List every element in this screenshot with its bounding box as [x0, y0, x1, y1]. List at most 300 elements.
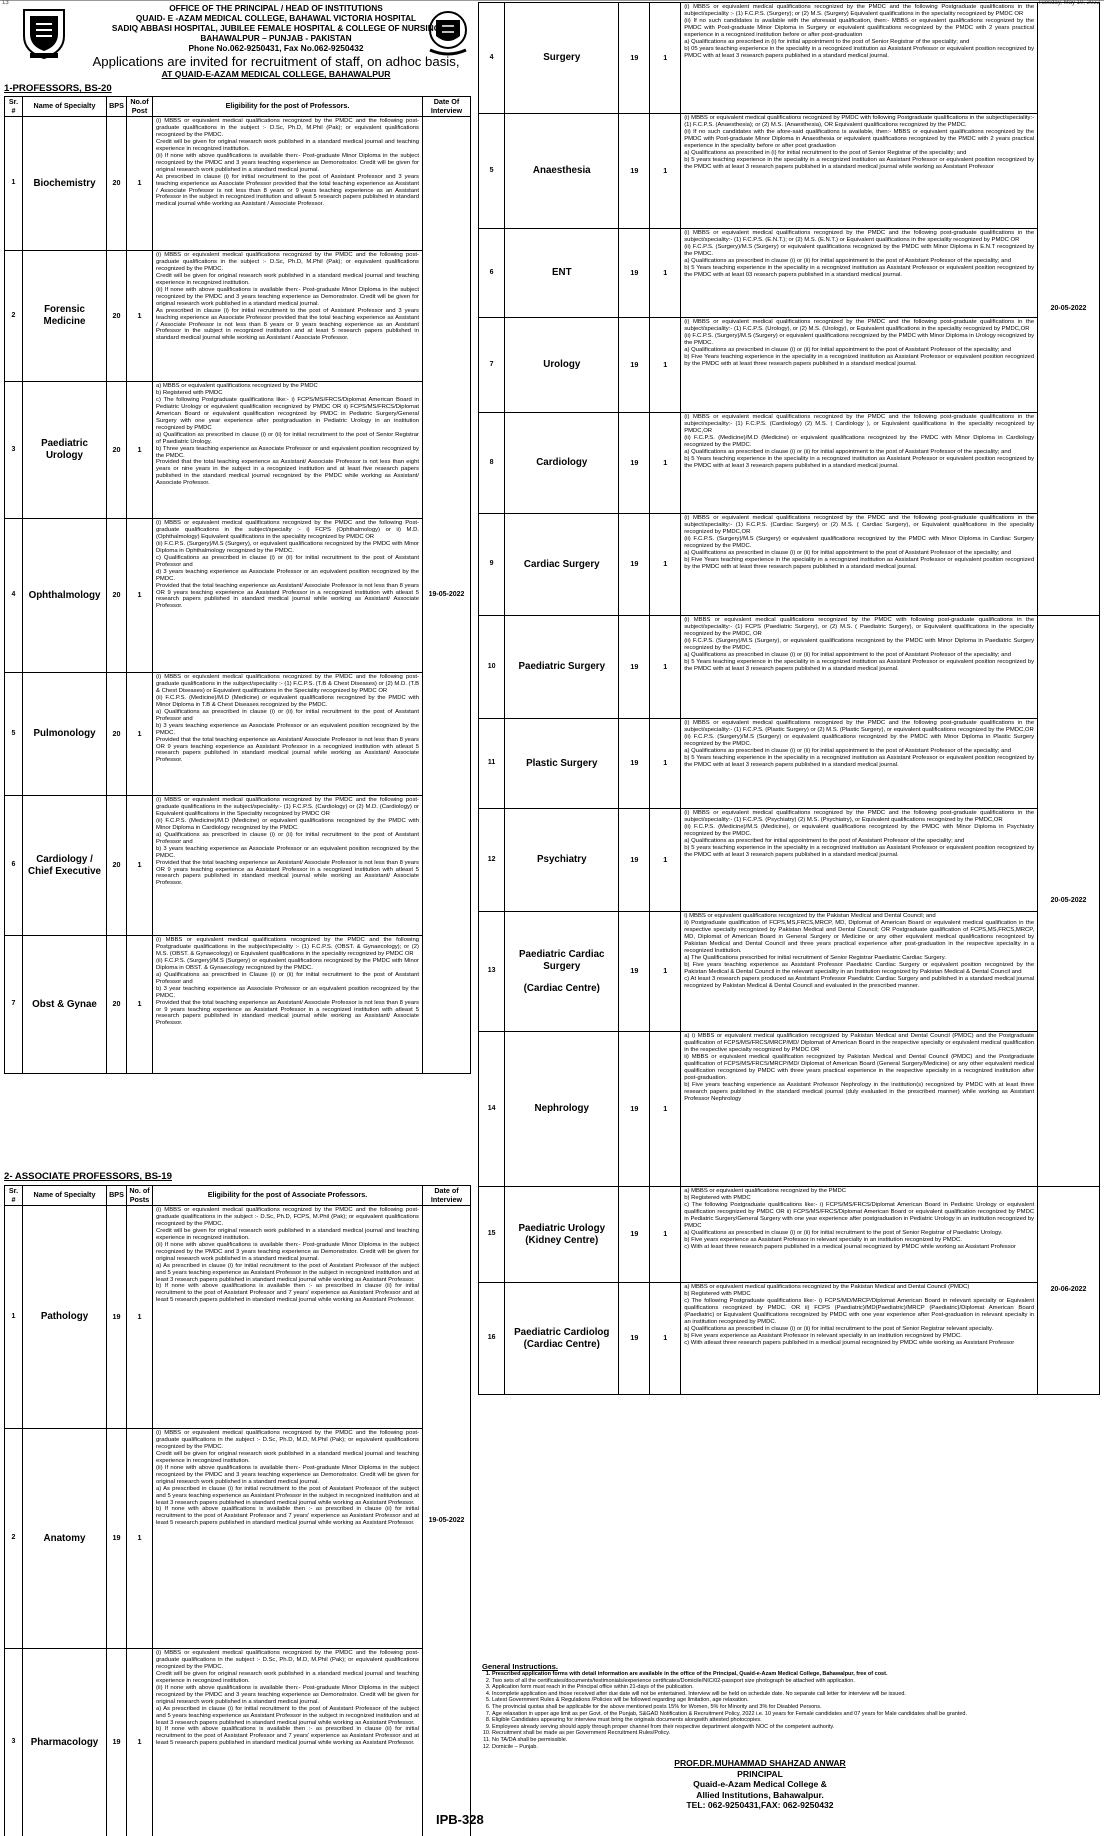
row-specialty — [23, 251, 107, 382]
eligibility-clause: b) 3 years teaching experience as Associate Professor or an equivalent position recognized by the PMDC. — [156, 722, 419, 736]
row-sr: 10 — [479, 616, 505, 719]
row-specialty — [23, 117, 107, 251]
eligibility-clause: Provided that the total teaching experience as Assistant/ Associate Professor is not less than 8 years OR 9 years teaching experience as Assistant Professor in a recognized institution with atleast 5 research papers published in standard medical journal while working as Assistant/ Associate Professor. — [156, 582, 419, 610]
specialty-name: Anaesthesia — [532, 165, 591, 176]
eligibility-clause: a) Qualifications as prescribed in clause (i) or (ii) for initial recruitment to the post of Assistant Professor and — [156, 708, 419, 722]
row-eligibility — [153, 673, 423, 796]
row-sr: 7 — [5, 936, 23, 1074]
row-posts: 1 — [127, 382, 153, 519]
eligibility-clause: c) With at least three research papers published in a medical journal recognized by PMDC while working as Assistant Professor — [684, 1243, 1016, 1250]
eligibility-clause: b) Five years experience as Assistant Professor in relevant specialty in an institution recognized by PMDC. — [684, 1332, 962, 1339]
header-line-2: QUAID- E -AZAM MEDICAL COLLEGE, BAHAWAL VICTORIA HOSPITAL — [135, 13, 417, 23]
eligibility-clause: c) Qualifications as prescribed in clause (i) or (ii) for initial recruitment to the post of Assistant Professor and — [156, 554, 419, 568]
row-sr: 7 — [479, 318, 505, 413]
signatory-inst-1: Quaid-e-Azam Medical College & — [693, 1779, 827, 1789]
row-interview-date: 19-05-2022 — [423, 117, 471, 1074]
eligibility-clause: (ii) If none with above qualifications is available then:- Post-graduate Minor Diploma in the subject recognized by the PMDC and 3 years teaching experience as Demonstrator. Credit will be given for original research work published in a standard medical journal. — [156, 1241, 419, 1262]
eligibility-clause: b) 05 years teaching experience in the speciality in a recognized institution as Assistant Professor or equivalent position recognized by PMDC with at least 3 research papers published in a standard medical journal. — [684, 45, 1035, 59]
row-bps: 19 — [107, 1649, 127, 1836]
signatory-inst-2: Allied Institutions, Bahawalpur. — [696, 1789, 824, 1800]
eligibility-clause: (ii) If none with above qualifications is available then:- Post-graduate Minor Diploma in the subject recognized by the PMDC and 3 years teaching experience as Demonstrator. Credit will be given for original research work published in a standard medical journal. — [156, 1684, 419, 1705]
eligibility-clause: ii) MBBS or equivalent medical qualification recognized by Pakistan Medical and Dental Council (PMDC) and the Postgraduate qualification of FCPS/MS/FRCS/MRCP/MD/ Diplomat of American Board (General Surgery/Medicine) or any other equivalent medical qualification recognized by PMDC with three years practical experience in the respective specialty in a recognized institution after post-graduation. — [684, 1053, 1035, 1081]
row-specialty — [505, 1032, 619, 1187]
header-location: AT QUAID-E-AZAM MEDICAL COLLEGE, BAHAWALPUR — [161, 69, 391, 79]
row-posts: 1 — [127, 251, 153, 382]
row-eligibility — [681, 809, 1038, 912]
header-line-4: BAHAWALPUR – PUNJAB - PAKISTAN — [200, 33, 352, 43]
eligibility-clause: Provided that the total teaching experience as Assistant/ Associate Professor is not less than 8 years OR 9 years teaching experience as Assistant Professor in a recognized institution with atleast 5 research papers published in standard medical journal while working as Assistant/ Associate Professor. — [156, 859, 419, 887]
row-eligibility — [681, 1032, 1038, 1187]
col-bps: BPS — [107, 1186, 127, 1206]
row-bps: 19 — [619, 318, 650, 413]
eligibility-clause: a) As prescribed in clause (i) for initial recruitment to the post of Assistant Professor of the subject and 5 years teaching experience as Assistant Professor in the subject in recognized institution and at least 3 research papers published in standard medical journal while working as Assistant Professor. — [156, 1705, 419, 1726]
row-sr: 4 — [479, 3, 505, 114]
table-row — [5, 1429, 471, 1649]
row-bps: 19 — [619, 719, 650, 809]
eligibility-clause: d) 3 years teaching experience as Associate Professor or an equivalent position recognized by the PMDC. — [156, 568, 419, 582]
section-associate-title: 2- ASSOCIATE PROFESSORS, BS-19 — [4, 1171, 172, 1182]
row-specialty — [23, 1206, 107, 1429]
table-row — [5, 936, 471, 1074]
row-bps: 20 — [107, 673, 127, 796]
table-row — [479, 616, 1100, 719]
associate-table-continued — [478, 2, 1100, 1395]
eligibility-clause: (i) MBBS or equivalent medical qualifications recognized by the PMDC and the following post-graduate qualifications in the subject/speciality:- (1) F.C.P.S. (Cardiology) (2) M.S. ( Cardiology ), or Equivalent qualifications in the speciality recognized by PMDC,OR — [684, 414, 1035, 434]
row-eligibility — [153, 796, 423, 936]
row-specialty — [505, 114, 619, 229]
eligibility-clause: b) 5 years teaching experience in the speciality in a recognized institution as Assistant Professor or equivalent position recognized by the PMDC with at least 3 research papers published in a standard medical journal. — [684, 844, 1035, 858]
row-sr: 2 — [5, 251, 23, 382]
row-eligibility — [681, 114, 1038, 229]
signatory-name: PROF.DR.MUHAMMAD SHAHZAD ANWAR — [674, 1758, 846, 1768]
eligibility-clause: (ii) F.C.P.S. (Surgery)/M.S (Surgery) or equivalent qualifications recognized by the PMDC with Minor Diploma in E.N.T recognized by the PMDC. — [684, 243, 1035, 257]
row-bps: 20 — [107, 936, 127, 1074]
specialty-name: Nephrology — [534, 1103, 589, 1114]
row-eligibility — [681, 616, 1038, 719]
row-eligibility — [153, 1649, 423, 1836]
instruction-item: 10. Recruitment shall be made as per Government Recruitment Rules/Policy. — [492, 1730, 1098, 1737]
table-row — [5, 251, 471, 382]
table-row — [479, 413, 1100, 514]
row-eligibility — [681, 719, 1038, 809]
row-posts: 1 — [127, 796, 153, 936]
eligibility-clause: a) Qualifications as prescribed in clause (i) or (ii) for initial recruitment to the post of Senior Registrar relevant specialty. — [684, 1325, 994, 1332]
instructions-list — [482, 1671, 1098, 1750]
instruction-item: 6. The provincial quotas shall be applicable for the above mentioned posts 15% for Women, 5% for Minority and 3% for Disabled Persons. — [492, 1704, 1098, 1711]
eligibility-clause: a) Qualification as prescribed in clause (i) or (ii) for initial recruitment to the post of Senior Registrar of Paediatric Urology. — [156, 431, 419, 445]
row-bps: 19 — [619, 1187, 650, 1283]
eligibility-clause: a) MBBS or equivalent qualifications recognized by the PMDC — [156, 383, 318, 389]
signatory-title: PRINCIPAL — [737, 1768, 783, 1779]
eligibility-clause: b) Five years teaching experience as Assistant Professor Nephrology in the institution(s) recognized by PMDC with at least three research papers published in the standard medical journal (duly evaluated in the prescribed manner) while working as Assistant Professor Nephrology — [684, 1081, 1035, 1102]
eligibility-clause: c) The following Postgraduate qualifications like:- i) FCPS/MS/FRCS/Diplomat American Board in Pediatric Urology or equivalent qualification recognized by PMDC OR ii) FCPS/MS/FRCS/Diplomat American Board or equivalent qualification recognized by PMDC in Pediatric Surgery/General Surgery with one year experience after postgraduation in Pediatric Urology in an institution recognized by PMDC — [156, 396, 419, 431]
table-row — [5, 1206, 471, 1429]
row-posts: 1 — [650, 229, 681, 318]
row-posts: 1 — [127, 519, 153, 673]
eligibility-clause: (ii) F.C.P.S. (Surgery)/M.S (Surgery) or equivalent qualifications recognized by the PMDC with Minor Diploma in Cardiac Surgery recognized by the PMDC. — [684, 535, 1035, 549]
row-bps: 20 — [107, 796, 127, 936]
row-specialty — [505, 912, 619, 1032]
page-number: 13 — [2, 0, 9, 6]
col-posts: No.of Post — [127, 97, 153, 117]
eligibility-clause: a) Qualifications as prescribed in clause (i) or (ii) for initial appointment to the post of Assistant Professor of the speciality; and — [684, 257, 1011, 264]
eligibility-clause: Provided that the total teaching experience as Assistant/ Associate Professor is not less than eight years or nine years in the subject in a recognized institution and at least five research papers published in the standard medical journal recognized by the PMDC while working as Assistant/ Associate Professor. — [156, 459, 419, 487]
row-sr: 6 — [479, 229, 505, 318]
row-specialty — [505, 719, 619, 809]
instruction-item: 9. Employees already serving should apply through proper channel from their respective department alongwith NOC of the competent authority. — [492, 1724, 1098, 1731]
row-bps: 19 — [619, 514, 650, 616]
row-posts: 1 — [127, 1649, 153, 1836]
eligibility-clause: a) MBBS or equivalent medical qualifications recognized by the Pakistan Medical and Dental Council (PMDC) — [684, 1284, 970, 1290]
section-professors-title: 1-PROFESSORS, BS-20 — [4, 83, 112, 94]
table-row — [479, 3, 1100, 114]
eligibility-clause: (i) MBBS or equivalent medical qualifications recognized by PMDC with following Postgraduate qualifications in the subject/speciality:- (1) F.C.P.S. (Anaesthesia); or (2) M.S. (Anaesthesia), OR Equivalent qualifications recognized by the PMDC. — [684, 115, 1035, 128]
row-interview-date: 20-05-2022 — [1038, 616, 1100, 1187]
row-eligibility — [153, 1206, 423, 1429]
row-eligibility — [681, 229, 1038, 318]
row-eligibility — [153, 117, 423, 251]
eligibility-clause: a) Qualifications as prescribed in clause (i) or (ii) for initial appointment to the post of Assistant Professor of the speciality; and — [684, 651, 1011, 658]
col-eligibility: Eligibility for the post of Associate Professors. — [153, 1186, 423, 1206]
eligibility-clause: a) As prescribed in clause (i) for initial recruitment to the post of Assistant Professor of the subject and 5 years teaching experience as Assistant Professor in the subject in recognized institution and at least 3 research papers published in standard medical journal while working as Assistant Professor. — [156, 1485, 419, 1506]
row-posts: 1 — [650, 1283, 681, 1395]
col-posts: No. of Posts — [127, 1186, 153, 1206]
eligibility-clause: a) Qualifications as prescribed in Clause (i) or (ii) for initial recruitment to the post of Assistant Professor and — [156, 971, 419, 985]
eligibility-clause: (ii) F.C.P.S. (Surgery)/M.S (Surgery) or equivalent qualifications recognized by the PMDC with Minor Diploma in Plastic Surgery recognized by the PMDC. — [684, 733, 1035, 747]
eligibility-clause: b) 5 years teaching experience in the speciality in a recognized institution as Assistant Professor or equivalent position recognized by the PMDC with at least 3 research papers published in a standard medical journal while working as Assistant Professor — [684, 156, 1035, 170]
row-bps: 20 — [107, 251, 127, 382]
row-eligibility — [153, 936, 423, 1074]
row-posts: 1 — [650, 318, 681, 413]
eligibility-clause: b) If none with above qualifications is available then :- as prescribed in clause (ii) for initial recruitment to the post of Assistant Professor and 7 years' experience as Assistant Professor and at least 5 research papers published in standard medical journal while working as Assistant Professor. — [156, 1283, 419, 1304]
eligibility-clause: b) 3 years teaching experience as Associate Professor or an equivalent position recognized by the PMDC. — [156, 845, 419, 859]
eligibility-clause: (ii) F.C.P.S. (Medicine)/M.S (Medicine), or equivalent qualifications recognized by the PMDC with Minor Diploma in Psychiatry recognized by the PMDC. — [684, 823, 1035, 837]
eligibility-clause: a) The Qualifications prescribed for initial recruitment of Senior Registrar Paediatric Cardiac Surgery. — [684, 954, 946, 961]
row-sr: 12 — [479, 809, 505, 912]
eligibility-clause: b) Three years teaching experience as Associate Professor or and equivalent position recognized by the PMDC. — [156, 445, 419, 459]
row-specialty — [505, 229, 619, 318]
eligibility-clause: b) Five Years teaching experience in the speciality in a recognized institution as Assistant Professor or equivalent position recognized by the PMDC with at least three research papers published in a standard medical journal. — [684, 353, 1035, 367]
specialty-name: Paediatric Cardiac Surgery — [519, 948, 605, 972]
eligibility-clause: (i) MBBS or equivalent medical qualifications recognized by the PMDC and the following post-graduate qualifications in the subject/speciality:- (1) F.C.P.S. (Cardiac Surgery) or (2) M.S. ( Cardiac Surgery), or Equivalent qualifications in the speciality recognized by PMDC,OR — [684, 515, 1035, 535]
col-date: Date Of Interview — [423, 97, 471, 117]
table-row — [479, 229, 1100, 318]
eligibility-clause: Credit will be given for original research work published in a standard medical journal and teaching experience in recognized institution. — [156, 1450, 419, 1464]
table-row — [479, 114, 1100, 229]
table-row — [479, 809, 1100, 912]
eligibility-clause: c) The following Postgraduate qualifications like:- i) FCPS/MD/MRCP/Diplomat American Board in relevant specialty or Equivalent qualifications recognized by PMDC. OR ii) FCPS (Paediatric)/MD(Paediatric)/MRCP (Paediatric)/Diplomat American Board (Paediatric) or Equivalent Qualifications recognized by PMDC with one year experience after Post-graduation in relevant specialty in an institution recognized by PMDC. — [684, 1297, 1035, 1325]
row-posts: 1 — [127, 1429, 153, 1649]
row-bps: 19 — [619, 912, 650, 1032]
eligibility-clause: Credit will be given for original research work published in a standard medical journal and teaching experience in recognized institution. — [156, 1227, 419, 1241]
row-interview-date: 20-06-2022 — [1038, 1187, 1100, 1395]
row-posts: 1 — [650, 3, 681, 114]
eligibility-clause: (ii) If no such candidates with the afore-said qualifications is available, then:- MBBS or equivalent qualifications recognized by the PMDC with Post-graduate Minor Diploma in Anaesthesia or equivalent qualifications recognized by the PMDC with 2 years practical experience in the speciality before or after post graduation — [684, 128, 1035, 149]
eligibility-clause: a) As prescribed in clause (i) for initial recruitment to the post of Assistant Professor of the subject and 5 years teaching experience as Assistant Professor in the subject in recognized institution and at least 3 research papers published in standard medical journal while working as Assistant Professor. — [156, 1262, 419, 1283]
eligibility-clause: (i) MBBS or equivalent medical qualifications recognized by the PMDC and the following post-graduate qualifications in the subject/speciality:- (1) F.C.P.S. (Cardiology) or (2) M.D. (Cardiology) or Equivalent qualifications in the Speciality recognized by PMDC OR — [156, 797, 419, 817]
row-posts: 1 — [127, 117, 153, 251]
signatory-tel: TEL: 062-9250431,FAX: 062-9250432 — [686, 1800, 834, 1810]
row-bps: 19 — [619, 114, 650, 229]
row-sr: 6 — [5, 796, 23, 936]
specialty-name: Plastic Surgery — [526, 757, 598, 769]
row-eligibility — [681, 912, 1038, 1032]
header-line-3: SADIQ ABBASI HOSPITAL, JUBILEE FEMALE HOSPITAL & COLLEGE OF NURSING — [111, 23, 441, 33]
eligibility-clause: (ii) F.C.P.S. (Medicine)/M.D (Medicine) or equivalent qualifications recognized by the PMDC with Minor Diploma in Cardiology recognized by the PMDC. — [684, 434, 1035, 448]
specialty-name: Biochemistry — [33, 177, 96, 189]
instruction-item: 3. Application form must reach in the Principal office within 21-days of the publication. — [492, 1684, 1098, 1691]
specialty-name: Pathology — [40, 1311, 89, 1322]
instruction-item: 11. No TA/DA shall be permissible. — [492, 1737, 1098, 1744]
row-interview-date: 19-05-2022 — [423, 1206, 471, 1836]
eligibility-clause: (i) MBBS or equivalent medical qualifications recognized by the PMDC and the following post-graduate qualifications in the subject/speciality:- (1) F.C.P.S. (Plastic Surgery) or (2) M.S. (Plastic Surgery), or equivalent qualifications recognized by the PMDC,OR — [684, 720, 1035, 733]
specialty-name: Paediatric Cardiolog (Cardiac Centre) — [514, 1326, 610, 1350]
eligibility-clause: b) 5 Years teaching experience in the speciality in a recognized institution as Assistant Professor or equivalent position recognized by the PMDC with at least 3 research papers published in a standard medical journal. — [684, 754, 1035, 768]
associate-table — [4, 1185, 471, 1836]
row-specialty — [23, 1649, 107, 1836]
row-specialty — [23, 1429, 107, 1649]
row-specialty — [23, 936, 107, 1074]
row-bps: 19 — [619, 809, 650, 912]
eligibility-clause: b) Registered with PMDC — [684, 1290, 751, 1297]
instruction-item: 8. Eligible Candidates appearing for interview must bring the originals documents alongwith attested photocopies. — [492, 1717, 1098, 1724]
specialty-name: ENT — [551, 267, 572, 278]
eligibility-clause: a) Qualifications as prescribed in clause (i) or (ii) for initial appointment to the post of Assistant Professor of the speciality; and — [684, 549, 1011, 556]
col-eligibility: Eligibility for the post of Professors. — [153, 97, 423, 117]
row-posts: 1 — [650, 809, 681, 912]
row-posts: 1 — [650, 114, 681, 229]
row-posts: 1 — [127, 1206, 153, 1429]
row-eligibility — [681, 318, 1038, 413]
eligibility-clause: b) Five years experience as Assistant Professor in relevant specialty in an institution recognized by PMDC. — [684, 1236, 962, 1243]
row-sr: 3 — [5, 382, 23, 519]
eligibility-clause: As prescribed in clause (i) for initial recruitment to the post of Assistant Professor and 3 years teaching experience as Associate Professor provided that the total teaching experience as Assistant / Associate Professor is not less than 8 years or 9 years teaching experience as an Assistant Professor in the subject in recognized institution and atleast 5 research papers published in standard medical journal while working as Assistant / Associate Professor. — [156, 173, 419, 208]
row-eligibility — [153, 251, 423, 382]
eligibility-clause: (i) MBBS or equivalent medical qualifications recognized by the PMDC and the following Postgraduate qualifications in the subject/speciality :- (1) F.C.P.S. (OBST. & Gynaecology); or (2) M.S. (OBST. & Gynaecology) or Equivalent qualifications in the speciality recognized by PMDC OR — [156, 937, 419, 957]
row-sr: 2 — [5, 1429, 23, 1649]
specialty-name: Paediatric Surgery — [518, 661, 606, 672]
eligibility-clause: (ii) If none with above qualifications is available then:- Post-graduate Minor Diploma in the subject recognized by the PMDC and 3 years teaching experience as Demonstrator. Credit will be given for original research work published in a standard medical journal. — [156, 1464, 419, 1485]
eligibility-clause: a) Qualifications as prescribed in clause (i) or (ii) for initial appointment to the post of Assistant Professor of the speciality; and — [684, 747, 1011, 754]
eligibility-clause: Credit will be given for original research work published in a standard medical journal and teaching experience in recognized institution. — [156, 138, 419, 152]
eligibility-clause: (ii) F.C.P.S. (Surgery)/M.S (Surgery) or equivalent qualifications recognized by the PMDC with Minor Diploma in OBST. & Gynaecology recognized by the PMDC. — [156, 957, 419, 971]
row-specialty — [23, 382, 107, 519]
ipb-number: IPB-328 — [436, 1812, 484, 1827]
instruction-item: 1. Prescribed application forms with detail information are available in the office of the Principal, Quaid-e-Azam Medical College, Bahawalpur, free of cost. — [492, 1671, 1098, 1678]
row-eligibility — [153, 1429, 423, 1649]
row-sr: 3 — [5, 1649, 23, 1836]
instruction-item: 5. Latest Government Rules & Regulations /Policies will be followed regarding age limitation, age relaxation. — [492, 1697, 1098, 1704]
row-sr: 11 — [479, 719, 505, 809]
eligibility-clause: (i) MBBS or equivalent medical qualifications recognized by the PMDC and the following post-graduate qualifications in the subject/speciality:- (1) F.C.P.S. (Psychiatry) (2) M.S. (Psychiatry), or Equivalent qualifications recognized by the PMDC,OR — [684, 810, 1035, 823]
specialty-name: Pulmonology — [33, 728, 96, 739]
row-posts: 1 — [650, 912, 681, 1032]
row-specialty — [505, 3, 619, 114]
row-specialty — [23, 796, 107, 936]
eligibility-clause: b) If none with above qualifications is available then :- as prescribed in clause (ii) for initial recruitment to the post of Assistant Professor and 7 years' experience as Assistant Professor and at least 5 research papers published in standard medical journal while working as Assistant Professor. — [156, 1726, 419, 1747]
row-eligibility — [153, 382, 423, 519]
row-specialty — [505, 1283, 619, 1395]
instruction-item: 2. Two sets of all the certificates/documents/testimonials/experience certificates/Domicile/NIC/02-passport size photograph be attached with application. — [492, 1678, 1098, 1685]
eligibility-clause: c) The following Postgraduate qualifications like:- i) FCPS/MS/FRCS/Diplomat American Board in Pediatric Urology or equivalent qualification recognized by PMDC OR ii) FCPS/MS/FRCS/Diplomat American Board or equivalent qualification recognized by PMDC in Pediatric Surgery/General Surgery with one year experience after postgraduation in Pediatric Urology in an institution recognized by PMDC — [684, 1201, 1035, 1229]
table-row — [5, 796, 471, 936]
eligibility-clause: (i) MBBS or equivalent medical qualifications recognized by the PMDC and the following post-graduate qualifications in the subject :- D.Sc, Ph.D, M.Phil (Pak); or equivalent qualifications recognized by the PMDC. — [156, 252, 419, 272]
professors-table — [4, 96, 471, 1074]
eligibility-clause: a) i) MBBS or equivalent medical qualification recognized by Pakistan Medical and Dental Council (PMDC) and the Postgraduate qualification of FCPS/MS/FRCS/MRCP/MD/ Diplomat of American Board in the respective specialty or equivalent medical qualification in the respective specialty recognized by PMDC OR — [684, 1033, 1035, 1053]
eligibility-clause: (ii) If none with above qualifications is available then:- Post-graduate Minor Diploma in the subject recognized by the PMDC and 3 years teaching experience as Demonstrator. Credit will be given for original research work published in a standard medical journal. — [156, 286, 419, 307]
row-sr: 5 — [479, 114, 505, 229]
eligibility-clause: (ii) F.C.P.S. (Medicine)/M.D (Medicine) or equivalent qualifications recognized by the PMDC with Minor Diploma in T.B & Chest Diseases recognized by the PMDC. — [156, 694, 419, 708]
eligibility-clause: b) 5 Years teaching experience in the speciality in a recognized institution as Assistant Professor or equivalent position recognized by the PMDC with at least 3 research papers published in a standard medical journal. — [684, 455, 1035, 469]
row-sr: 14 — [479, 1032, 505, 1187]
row-specialty — [505, 413, 619, 514]
eligibility-clause: b) Registered with PMDC — [156, 389, 223, 396]
instruction-item: 4. Incomplete application and those received after due date will not be entertained. Interview will be held on schedule date. No separate call letter for interview will be issued. — [492, 1691, 1098, 1698]
header-line-1: OFFICE OF THE PRINCIPAL / HEAD OF INSTITUTIONS — [169, 3, 383, 13]
row-bps: 19 — [619, 1283, 650, 1395]
table-row — [5, 519, 471, 673]
col-name: Name of Specialty — [23, 97, 107, 117]
table-row — [479, 912, 1100, 1032]
row-specialty — [505, 514, 619, 616]
specialty-name: Surgery — [543, 52, 581, 63]
eligibility-clause: b) 5 Years teaching experience in the speciality in a recognized institution as Assistant Professor or equivalent position recognized by the PMDC with at least 03 research papers published in a standard medical journal. — [684, 264, 1035, 278]
row-eligibility — [681, 1187, 1038, 1283]
table-row — [479, 1032, 1100, 1187]
row-sr: 13 — [479, 912, 505, 1032]
specialty-name: Anatomy — [43, 1532, 86, 1544]
eligibility-clause: (ii) F.C.P.S. (Medicine)/M.D (Medicine) or equivalent qualifications recognized by the PMDC with Minor Diploma in Cardiology recognized by the PMDC. — [156, 817, 419, 831]
table-row — [479, 719, 1100, 809]
table-row — [5, 673, 471, 796]
eligibility-clause: (ii) F.C.P.S. (Surgery)/M.S (Surgery), or equivalent qualifications recognized by the PMDC with Minor Diploma in Paediatric Surgery recognized by the PMDC. — [684, 637, 1035, 651]
instruction-item: 7. Age relaxation in upper age limit as per Govt. of the Punjab, S&GAD Notification & Recruitment Policy, 2022 i.e. 10 years for Female candidates and 07 years for Male candidates shall be granted. — [492, 1711, 1098, 1718]
table-row — [479, 514, 1100, 616]
specialty-name: Psychiatry — [536, 854, 587, 865]
table-row — [5, 382, 471, 519]
eligibility-clause: b) Five Years teaching experience in the speciality in a recognized institution as Assistant Professor or equivalent position recognized by the PMDC with at least three research papers published in a standard medical journal. — [684, 556, 1035, 570]
eligibility-clause: a) Qualifications as prescribed in (i) for initial appointment to the post of Senior Registrar of the speciality; and — [684, 38, 970, 45]
row-bps: 19 — [619, 1032, 650, 1187]
header-headline: Applications are invited for recruitment of staff, on adhoc basis, — [92, 54, 460, 69]
row-posts: 1 — [650, 514, 681, 616]
eligibility-clause: (ii) F.C.P.S. (Surgery)/M.S (Surgery) or equivalent qualifications recognized by the PMDC with Minor Diploma in Urology recognized by the PMDC. — [684, 332, 1035, 346]
row-posts: 1 — [650, 719, 681, 809]
eligibility-clause: a) Qualifications as prescribed for initial appointment to the post of Assistant Professor of the speciality; and — [684, 837, 965, 844]
page-date: Tuesday, May 10, 2022 — [1037, 0, 1100, 6]
table-row — [5, 1649, 471, 1836]
row-sr: 16 — [479, 1283, 505, 1395]
table-row — [479, 1187, 1100, 1283]
row-bps: 19 — [107, 1429, 127, 1649]
specialty-subname: (Cardiac Centre) — [523, 982, 600, 994]
eligibility-clause: (i) MBBS or equivalent medical qualifications recognized by the PMDC and the following post-graduate qualifications in the subject :- D.Sc, Ph.D, M.D, M.Phil (Pak); or equivalent qualifications recognized by the PMDC. — [156, 1430, 419, 1450]
table-row — [479, 1283, 1100, 1395]
specialty-name: Urology — [543, 359, 581, 370]
eligibility-clause: c) At least 3 research papers produced as Assistant Professor Paediatric Cardiac Surgery and published in a standard medical journal recognized by Pakistan Medical & Dental Council and evaluated in the prescribed manner. — [684, 975, 1035, 989]
row-sr: 4 — [5, 519, 23, 673]
row-posts: 1 — [650, 413, 681, 514]
eligibility-clause: (i) MBBS or equivalent medical qualifications recognized by the PMDC and the following post-graduate qualifications in the subject :- D.Sc, Ph.D, M.Phil (Pak); or equivalent qualifications recognized by the PMDC. — [156, 118, 419, 138]
eligibility-clause: (ii) If no such candidates is available with the aforesaid qualification, then:- MBBS or equivalent qualifications recognized by the PMDC with Post-graduate Minor Diploma in Surgery or equivalent qualifications recognized by the PMDC with 2 years practical experience in a recognized institution before or after post-graduation — [684, 17, 1035, 38]
eligibility-clause: Credit will be given for original research work published in a standard medical journal and teaching experience in recognized institution. — [156, 272, 419, 286]
col-name: Name of Specialty — [23, 1186, 107, 1206]
eligibility-clause: b) 5 Years teaching experience in the speciality in a recognized institution as Assistant Professor or equivalent position recognized by the PMDC with at least 3 research papers published in a standard medical journal. — [684, 658, 1035, 672]
eligibility-clause: Provided that the total teaching experience as Assistant/ Associate Professor is not less than 8 years or 9 years teaching experience as Assistant Professor in a recognized institution with atleast 5 research papers published in standard medical journal while working as Assistant/ Associate Professor. — [156, 999, 419, 1027]
row-posts: 1 — [650, 1187, 681, 1283]
specialty-name: Paediatric Urology — [41, 438, 88, 461]
row-posts: 1 — [650, 616, 681, 719]
specialty-name: Obst & Gynae — [32, 998, 97, 1010]
eligibility-clause: Provided that the total teaching experience as Assistant/ Associate Professor is not less than 8 years OR 9 years teaching experience as Assistant Professor in a recognized institution with atleast 5 research papers published in standard medical journal while working as Assistant/ Associate Professor. — [156, 736, 419, 764]
header-phone: Phone No.062-9250431, Fax No.062-9250432 — [188, 43, 364, 53]
instructions-title: General Instructions. — [482, 1662, 558, 1671]
specialty-name: Pharmacology — [30, 1736, 99, 1748]
eligibility-clause: a) Qualifications as prescribed in clause (i) or (ii) for initial appointment to the post of Assistant Professor of the speciality; and — [684, 448, 1011, 455]
row-sr: 8 — [479, 413, 505, 514]
eligibility-clause: (i) MBBS or equivalent medical qualifications recognized by the PMDC and the following post-graduate qualifications in the subject/speciality:- (1) F.C.P.S. (E.N.T.); or (2) M.S. (E.N.T.) or Equivalent qualifications in the speciality recognized by PMDC OR — [684, 230, 1035, 243]
eligibility-clause: a) Qualifications as prescribed in (i) for initial recruitment to the post of Senior Registrar of the speciality; and — [684, 149, 967, 156]
eligibility-clause: a) Qualifications as prescribed in clause (i) or (ii) for initial recruitment to the post of Assistant Professor and — [156, 831, 419, 845]
eligibility-clause: (ii) If none with above qualifications is available then:- Post-graduate Minor Diploma in the subject recognized by the PMDC and 3 years teaching experience as Demonstrator. Credit will be given for original research work published in a standard medical journal. — [156, 152, 419, 173]
col-sr: Sr. # — [5, 97, 23, 117]
row-posts: 1 — [127, 673, 153, 796]
eligibility-clause: (ii) F.C.P.S. (Surgery)/M.S (Surgery), or equivalent qualifications recognized by the PMDC with Minor Diploma in Ophthalmology recognized by the PMDC. — [156, 540, 419, 554]
row-interview-date: 20-05-2022 — [1038, 3, 1100, 616]
eligibility-clause: (i) MBBS or equivalent medical qualifications recognized by the PMDC with following post-graduate qualifications in the subject/speciality:- (1) FCPS (Paediatric Surgery), or (2) M.S. ( Paediatric Surgery), or Equivalent qualifications in the speciality recognized by the PMDC, OR — [684, 617, 1035, 637]
row-sr: 5 — [5, 673, 23, 796]
row-sr: 1 — [5, 117, 23, 251]
specialty-name: Paediatric Urology (Kidney Centre) — [518, 1222, 606, 1246]
eligibility-clause: (i) MBBS or equivalent medical qualifications recognized by the PMDC and the following post-graduate qualifications in the subject/speciality :- (1) F.C.P.S. (T.B & Chest Diseases) or (2) M.D. (T.B & Chest Diseases) or Equivalent qualifications in the Speciality recognized by PMDC OR — [156, 674, 419, 694]
row-bps: 19 — [619, 229, 650, 318]
col-date: Date of Interview — [423, 1186, 471, 1206]
specialty-name: Cardiology — [536, 457, 588, 468]
row-eligibility — [681, 3, 1038, 114]
row-bps: 19 — [107, 1206, 127, 1429]
eligibility-clause: a) MBBS or equivalent qualifications recognized by the PMDC — [684, 1188, 846, 1194]
instruction-item: 12. Domicile – Punjab. — [492, 1744, 1098, 1751]
eligibility-clause: b) Five years teaching experience as Assistant Professor Paediatric Cardiac Surgery or equivalent position recognized by the Pakistan Medical & Dental Council in the relevant speciality in an Institution recognized by Pakistan Medical & Dental Council and — [684, 961, 1035, 975]
row-sr: 9 — [479, 514, 505, 616]
table-row — [479, 318, 1100, 413]
row-specialty — [505, 318, 619, 413]
signature-block — [610, 1758, 910, 1811]
specialty-name: Forensic Medicine — [43, 304, 86, 327]
eligibility-clause: (i) MBBS or equivalent medical qualifications recognized by the PMDC and the following post-graduate qualifications in the subject/speciality:- (1) F.C.P.S. (Urology), or (2) M.S. (Urology), or Equivalent qualifications in the speciality recognized by PMDC,OR — [684, 319, 1035, 332]
row-bps: 19 — [619, 616, 650, 719]
eligibility-clause: b) Registered with PMDC — [684, 1194, 751, 1201]
row-eligibility — [681, 413, 1038, 514]
specialty-name: Ophthalmology — [28, 589, 101, 601]
row-bps: 19 — [619, 413, 650, 514]
general-instructions — [482, 1662, 1098, 1750]
row-sr: 1 — [5, 1206, 23, 1429]
row-posts: 1 — [650, 1032, 681, 1187]
eligibility-clause: Credit will be given for original research work published in a standard medical journal and teaching experience in recognized institution. — [156, 1670, 419, 1684]
eligibility-clause: c) With atleast three research papers published in a medical journal recognized by PMDC while working as Assistant Professor — [684, 1339, 1015, 1346]
row-sr: 15 — [479, 1187, 505, 1283]
eligibility-clause: b) If none with above qualifications is available then :- as prescribed in clause (ii) for initial recruitment to the post of Assistant Professor and 7 years' experience as Assistant Professor and at least 5 research papers published in standard medical journal while working as Assistant Professor. — [156, 1506, 419, 1527]
page-header — [0, 0, 552, 82]
eligibility-clause: (i) MBBS or equivalent medical qualifications recognized by the PMDC and the following post-graduate qualifications in the subject :- D.Sc, Ph.D, FCPS, M.Phil (Pak); or equivalent qualifications recognized by the PMDC. — [156, 1207, 419, 1227]
eligibility-clause: (i) MBBS or equivalent medical qualifications recognized by the PMDC and the following post-graduate qualifications in the subject :- D.Sc, Ph.D, M.D, M.Phil (Pak); or equivalent qualifications recognized by the PMDC. — [156, 1650, 419, 1670]
row-eligibility — [681, 514, 1038, 616]
eligibility-clause: b) 3 year teaching experience as Associate Professor or an equivalent position recognized by the PMDC. — [156, 985, 419, 999]
eligibility-clause: (i) MBBS or equivalent medical qualifications recognized by the PMDC and the following Postgraduate qualifications in the subject/speciality :- (1) F.C.P.S. (Surgery); or (2) M.S. (Surgery) Equivalent qualifications in the speciality recognized by PMDC OR — [684, 4, 1035, 17]
row-bps: 20 — [107, 519, 127, 673]
eligibility-clause: As prescribed in clause (i) for initial recruitment to the post of Assistant Professor and 3 years teaching experience as Associate Professor provided that the total teaching experience as Assistant / Associate Professor is not less than 8 years or 9 years teaching experience as an Assistant Professor in the subject in recognized institution and at least 5 research papers published in standard medical journal while working as Assistant / Associate Professor. — [156, 307, 419, 342]
